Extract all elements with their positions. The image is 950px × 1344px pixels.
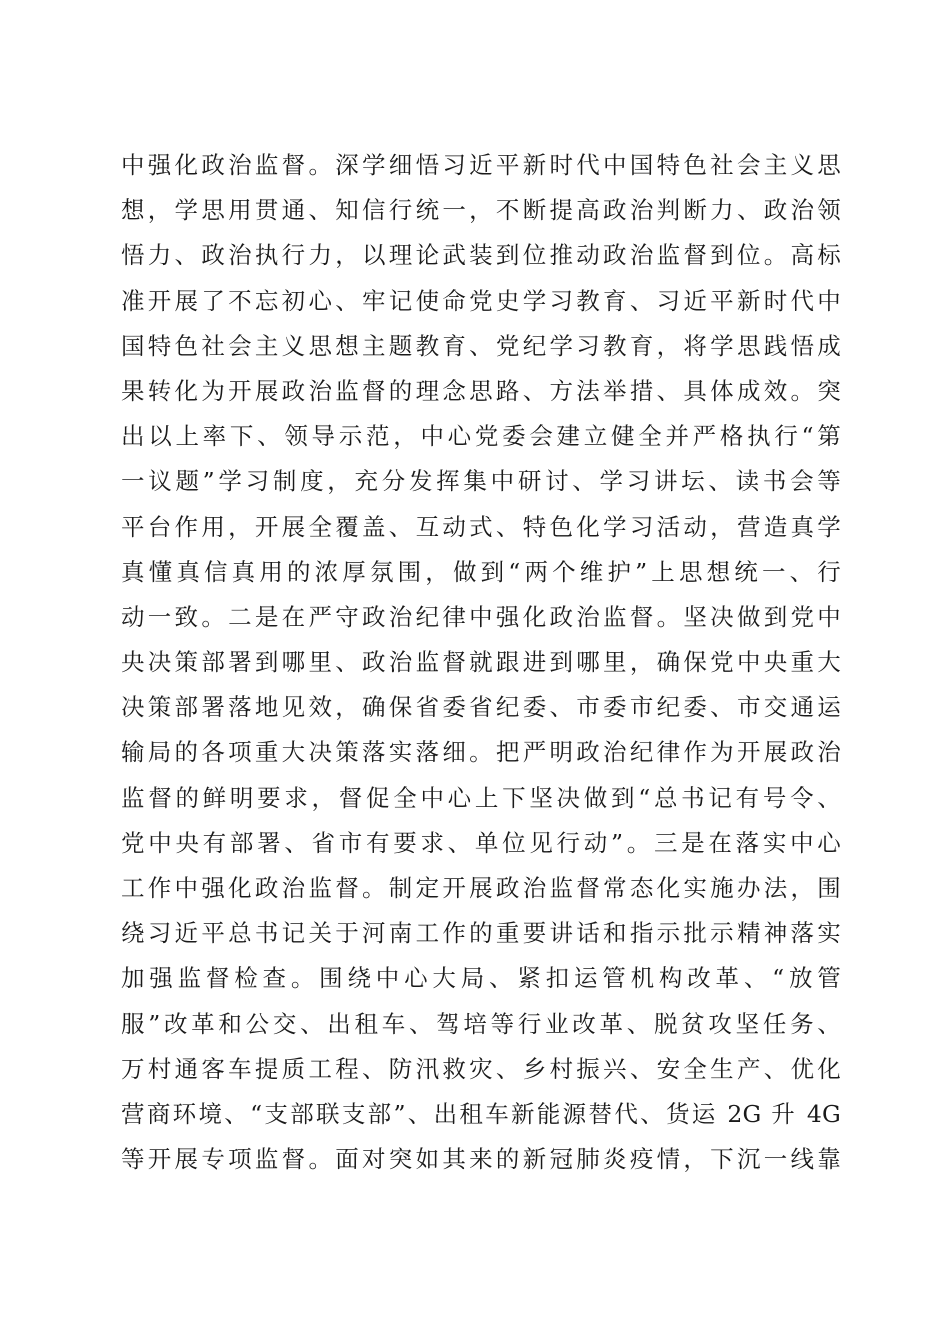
text-line: 输局的各项重大决策落实落细。把严明政治纪律作为开展政治 [121,738,841,767]
text-line: 工作中强化政治监督。制定开展政治监督常态化实施办法，围 [121,874,841,902]
text-line: 加强监督检查。围绕中心大局、紧扣运管机构改革、“放管 [121,964,841,993]
text-line: 党中央有部署、省市有要求、单位见行动”。三是在落实中心 [121,828,841,857]
text-line: 等开展专项监督。面对突如其来的新冠肺炎疫情，下沉一线靠 [121,1145,841,1174]
text-line: 悟力、政治执行力，以理论武装到位推动政治监督到位。高标 [121,241,841,270]
text-line: 中强化政治监督。深学细悟习近平新时代中国特色社会主义思 [121,151,841,179]
text-line: 央决策部署到哪里、政治监督就跟进到哪里，确保党中央重大 [121,648,841,677]
body-paragraph [121,143,841,1182]
text-line: 服”改革和公交、出租车、驾培等行业改革、脱贫攻坚任务、 [121,1009,841,1038]
text-line: 营商环境、“支部联支部”、出租车新能源替代、货运 2G 升 4G [121,1099,841,1128]
text-line: 决策部署落地见效，确保省委省纪委、市委市纪委、市交通运 [121,693,841,722]
text-line: 万村通客车提质工程、防汛救灾、乡村振兴、安全生产、优化 [121,1054,841,1083]
text-line: 监督的鲜明要求，督促全中心上下坚决做到“总书记有号令、 [121,783,841,812]
text-line: 真懂真信真用的浓厚氛围，做到“两个维护”上思想统一、行 [121,557,841,586]
text-line: 绕习近平总书记关于河南工作的重要讲话和指示批示精神落实 [121,919,841,948]
text-line: 国特色社会主义思想主题教育、党纪学习教育，将学思践悟成 [121,331,841,360]
text-line: 出以上率下、领导示范，中心党委会建立健全并严格执行“第 [121,422,841,451]
text-line: 平台作用，开展全覆盖、互动式、特色化学习活动，营造真学 [121,512,841,541]
text-line: 想，学思用贯通、知信行统一，不断提高政治判断力、政治领 [121,196,841,225]
text-line: 果转化为开展政治监督的理念思路、方法举措、具体成效。突 [121,376,841,405]
text-line: 动一致。二是在严守政治纪律中强化政治监督。坚决做到党中 [121,602,841,631]
text-line: 准开展了不忘初心、牢记使命党史学习教育、习近平新时代中 [121,286,841,315]
text-line: 一议题”学习制度，充分发挥集中研讨、学习讲坛、读书会等 [121,467,841,496]
